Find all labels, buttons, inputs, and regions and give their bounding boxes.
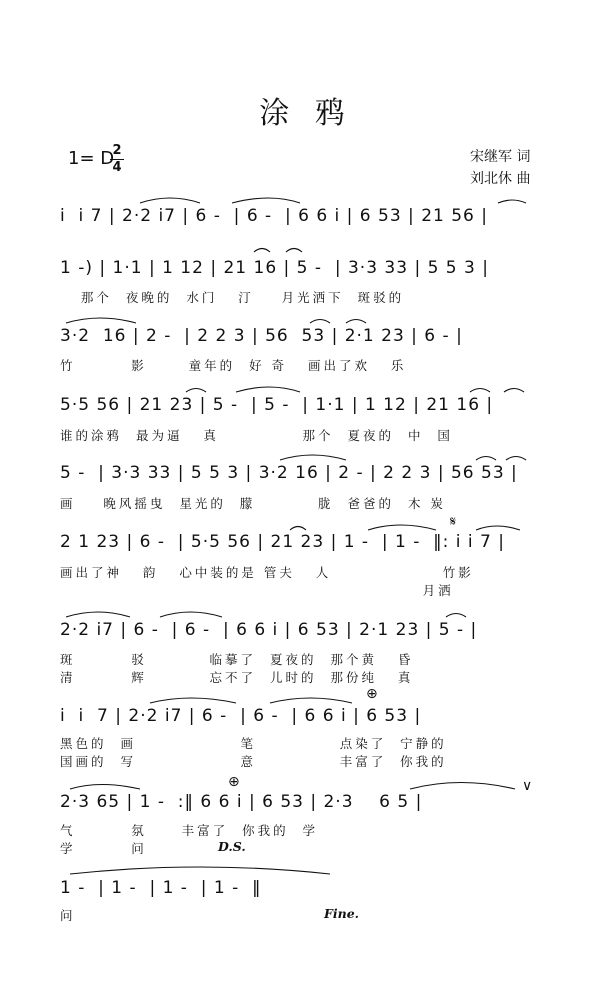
lyric-line: 谁的涂鸦 最为逼 真 那个 夏夜的 中 国 xyxy=(60,428,453,443)
slur-arc xyxy=(280,455,346,460)
score-system-7 xyxy=(60,620,546,685)
slur-arc xyxy=(290,527,306,531)
lyric-line-verse2: 国画的 写 意 丰富了 你我的 xyxy=(60,754,447,769)
score-system-9 xyxy=(60,792,546,856)
lyric-line: 黑色的 画 笔 点染了 宁静的 xyxy=(60,736,447,751)
slur-arc xyxy=(504,389,524,393)
score-system-1 xyxy=(60,206,546,266)
score-system-4 xyxy=(60,395,546,455)
lyric-line: 竹 影 童年的 好 奇 画出了欢 乐 xyxy=(60,358,407,373)
slur-arc xyxy=(346,320,366,324)
score-system-5 xyxy=(60,463,546,523)
coda-mark: ⊕ xyxy=(366,686,378,702)
slur-arc xyxy=(506,457,526,461)
notation-line: 1 - | 1 - | 1 - | 1 - ‖ xyxy=(60,878,262,898)
score-system-3 xyxy=(60,326,546,386)
score-system-6 xyxy=(60,532,546,598)
meter-numerator: 2 xyxy=(112,143,122,158)
slur-arc xyxy=(470,389,490,393)
notation-line: 3·2 16 | 2 - | 2 2 3 | 56 53 | 2·1 23 | 6 - | xyxy=(60,326,463,346)
slur-arc xyxy=(232,198,300,203)
score-system-2 xyxy=(60,258,546,318)
slur-arc xyxy=(160,612,222,617)
slur-arc xyxy=(66,318,136,323)
slur-arc xyxy=(70,867,330,874)
lyric-line: 画出了神 韵 心中装的是 管夫 人 竹影 xyxy=(60,565,474,580)
lyric-line: 那个 夜晚的 水门 汀 月光洒下 斑驳的 xyxy=(60,290,405,305)
lyric-line: 问 xyxy=(60,908,76,923)
song-title: 涂 鸦 xyxy=(259,96,353,131)
score-system-10 xyxy=(60,878,546,938)
notation-line: 5 - | 3·3 33 | 5 5 3 | 3·2 16 | 2 - | 2 2 3 | 56 53 | xyxy=(60,463,518,483)
lyric-line-verse2: 学 问 xyxy=(60,841,147,856)
slur-arc xyxy=(410,783,515,790)
composer-credit: 刘北休 曲 xyxy=(470,171,531,187)
notation-line: 5·5 56 | 21 23 | 5 - | 5 - | 1·1 | 1 12 | 21 16 | xyxy=(60,395,494,415)
segno-mark: 𝄋 xyxy=(450,514,457,530)
slur-arc xyxy=(150,698,236,703)
meter-denominator: 4 xyxy=(112,160,122,175)
slur-arc xyxy=(476,457,496,461)
slur-arc xyxy=(140,198,200,203)
slur-arc xyxy=(476,526,520,530)
notation-line: 1 -) | 1·1 | 1 12 | 21 16 | 5 - | 3·3 33 | 5 5 3 | xyxy=(60,258,489,278)
lyric-line: 斑 驳 临摹了 夏夜的 那个黄 昏 xyxy=(60,652,414,667)
slur-arc xyxy=(310,320,330,324)
score-system-8 xyxy=(60,706,546,769)
dal-segno-mark: D.S. xyxy=(218,839,246,854)
slur-arc xyxy=(368,525,436,530)
notation-line: 2·3 65 | 1 - :‖ 6 6 i | 6 53 | 2·3 6 5 | xyxy=(60,792,423,812)
lyric-line: 画 晚风摇曳 星光的 朦 胧 爸爸的 木 炭 xyxy=(60,496,446,511)
notation-line: i i 7 | 2·2 i7 | 6 - | 6 - | 6 6 i | 6 53 | xyxy=(60,706,422,726)
coda-mark-2: ⊕ xyxy=(228,774,240,790)
time-signature xyxy=(110,144,124,175)
slur-arc xyxy=(236,387,300,392)
notation-line: i i 7 | 2·2 i7 | 6 - | 6 - | 6 6 i | 6 53 | 21 56 | xyxy=(60,206,488,226)
slur-arc xyxy=(270,698,352,703)
notation-line: 2·2 i7 | 6 - | 6 - | 6 6 i | 6 53 | 2·1 23 | 5 - | xyxy=(60,620,478,640)
notation-line: 2 1 23 | 6 - | 5·5 56 | 21 23 | 1 - | 1 - ‖: i i 7 | xyxy=(60,532,505,552)
breath-mark: ∨ xyxy=(522,778,533,794)
slur-arc xyxy=(446,614,466,618)
lyricist-credit: 宋继军 词 xyxy=(470,149,531,165)
lyric-line-verse2: 清 辉 忘不了 儿时的 那份纯 真 xyxy=(60,670,414,685)
slur-arc xyxy=(498,200,526,203)
slur-arc xyxy=(186,389,206,393)
slur-arc xyxy=(70,785,140,790)
lyric-line: 气 氛 丰富了 你我的 学 xyxy=(60,823,319,838)
key-signature: 1= D xyxy=(68,148,115,169)
fine-mark: Fine. xyxy=(324,906,360,921)
slur-arc xyxy=(66,612,130,617)
lyric-line-verse2: 月洒 xyxy=(60,583,454,598)
